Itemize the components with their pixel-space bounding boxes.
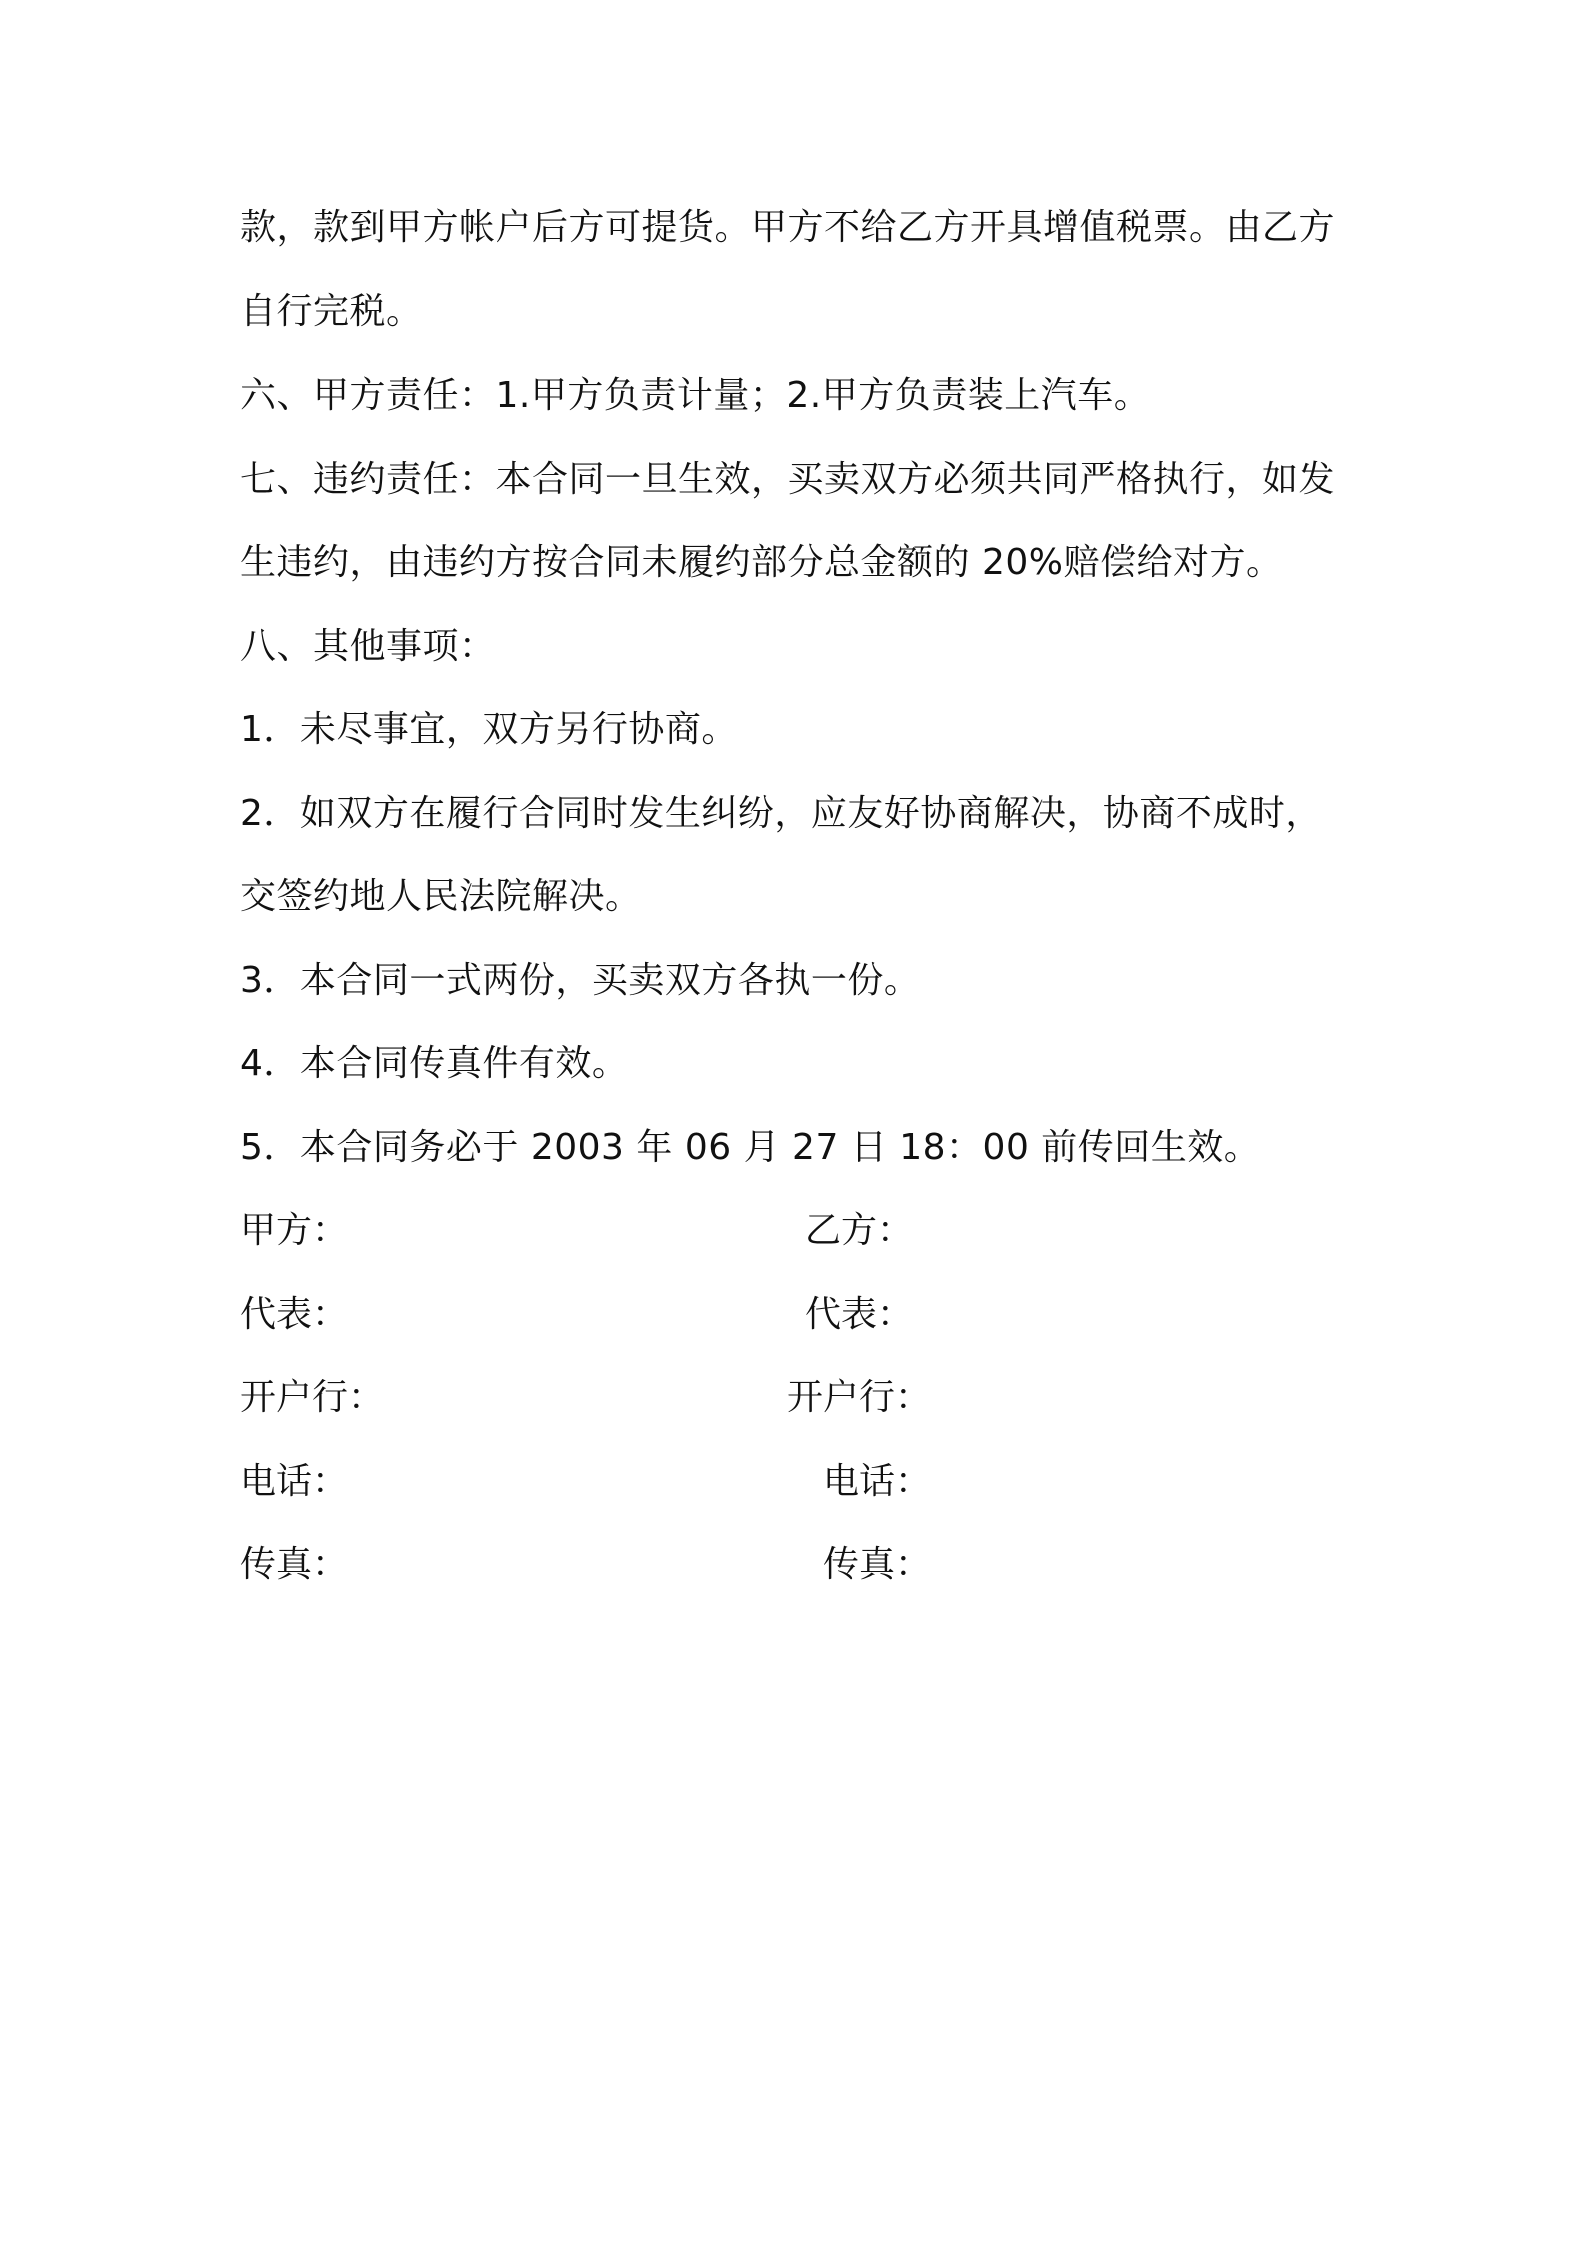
party-b-representative-label: 代表： [805, 1294, 914, 1335]
other-item-4: 4．本合同传真件有效。 [240, 1043, 629, 1084]
party-b-label: 乙方： [805, 1210, 914, 1251]
clause-payment-line-1: 款，款到甲方帐户后方可提货。甲方不给乙方开具增值税票。由乙方 [240, 207, 1336, 248]
other-item-2-line-2: 交签约地人民法院解决。 [240, 876, 642, 917]
other-item-5: 5．本合同务必于 2003 年 06 月 27 日 18：00 前传回生效。 [240, 1127, 1261, 1168]
other-item-1: 1．未尽事宜，双方另行协商。 [240, 709, 738, 750]
party-a-label: 甲方： [240, 1210, 349, 1251]
signature-row-party [240, 1207, 1340, 1255]
clause-seven-breach-line-2: 生违约，由违约方按合同未履约部分总金额的 20%赔偿给对方。 [240, 542, 1283, 583]
signature-row-phone [240, 1458, 1340, 1506]
other-item-3: 3．本合同一式两份，买卖双方各执一份。 [240, 960, 921, 1001]
clause-six-party-a-duties: 六、甲方责任：1.甲方负责计量；2.甲方负责装上汽车。 [240, 375, 1151, 416]
party-a-fax-label: 传真： [240, 1544, 349, 1585]
party-b-phone-label: 电话： [823, 1461, 932, 1502]
clause-eight-heading: 八、其他事项： [240, 626, 496, 667]
clause-payment-line-2: 自行完税。 [240, 291, 423, 332]
signature-row-fax [240, 1541, 1340, 1589]
signature-row-representative [240, 1291, 1340, 1339]
party-a-representative-label: 代表： [240, 1294, 349, 1335]
party-b-bank-label: 开户行： [787, 1377, 932, 1418]
party-a-phone-label: 电话： [240, 1461, 349, 1502]
other-item-2-line-1: 2．如双方在履行合同时发生纠纷，应友好协商解决，协商不成时， [240, 793, 1322, 834]
party-b-fax-label: 传真： [823, 1544, 932, 1585]
party-a-bank-label: 开户行： [240, 1377, 385, 1418]
signature-row-bank [240, 1374, 1340, 1422]
clause-seven-breach-line-1: 七、违约责任：本合同一旦生效，买卖双方必须共同严格执行，如发 [240, 459, 1336, 500]
